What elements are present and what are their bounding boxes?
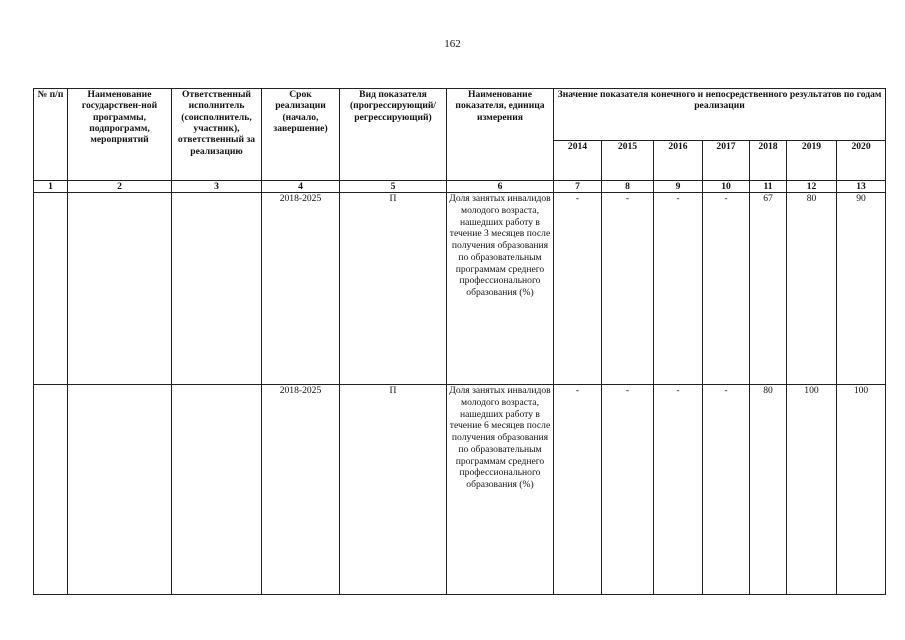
cell-indicator-type: П xyxy=(340,385,447,595)
cell-value: - xyxy=(703,385,750,595)
column-number: 12 xyxy=(787,181,837,193)
table-row xyxy=(34,193,886,385)
cell-value: - xyxy=(602,385,654,595)
column-number: 10 xyxy=(703,181,750,193)
cell-value: 90 xyxy=(837,193,886,385)
cell-indicator-type: П xyxy=(340,193,447,385)
cell-value: - xyxy=(703,193,750,385)
column-number: 3 xyxy=(172,181,262,193)
cell-number xyxy=(34,385,68,595)
column-number: 5 xyxy=(340,181,447,193)
cell-indicator-name: Доля занятых инвалидов молодого возраста, нашедших работу в течение 6 месяцев после получения образования по образовательным программам среднего профессионального образования (%) xyxy=(447,385,554,595)
column-number: 6 xyxy=(447,181,554,193)
column-number: 2 xyxy=(68,181,172,193)
header-period: Срок реализации (начало, завершение) xyxy=(262,89,340,181)
column-number: 1 xyxy=(34,181,68,193)
cell-indicator-name: Доля занятых инвалидов молодого возраста, нашедших работу в течение 3 месяцев после получения образования по образовательным программам среднего профессионального образования (%) xyxy=(447,193,554,385)
header-row xyxy=(34,89,886,141)
cell-value: 80 xyxy=(750,385,787,595)
header-indicator-type: Вид показателя (прогрессирующий/ регрессирующий) xyxy=(340,89,447,181)
cell-period: 2018-2025 xyxy=(262,385,340,595)
header-year: 2015 xyxy=(602,141,654,181)
cell-value: - xyxy=(554,193,602,385)
column-number: 8 xyxy=(602,181,654,193)
column-number: 13 xyxy=(837,181,886,193)
cell-period: 2018-2025 xyxy=(262,193,340,385)
cell-program xyxy=(68,385,172,595)
header-year: 2014 xyxy=(554,141,602,181)
cell-value: - xyxy=(602,193,654,385)
cell-value: - xyxy=(654,193,703,385)
cell-program xyxy=(68,193,172,385)
header-number: № п/п xyxy=(34,89,68,181)
cell-executor xyxy=(172,193,262,385)
header-year: 2018 xyxy=(750,141,787,181)
header-years-title: Значение показателя конечного и непосредственного результатов по годам реализации xyxy=(554,89,886,141)
page-number: 162 xyxy=(444,38,461,50)
cell-executor xyxy=(172,385,262,595)
cell-value: - xyxy=(654,385,703,595)
header-year: 2016 xyxy=(654,141,703,181)
cell-value: 67 xyxy=(750,193,787,385)
header-program: Наименование государствен-ной программы, подпрограмм, мероприятий xyxy=(68,89,172,181)
table-row xyxy=(34,385,886,595)
header-executor: Ответственный исполнитель (соисполнитель, участник), ответственный за реализацию xyxy=(172,89,262,181)
cell-number xyxy=(34,193,68,385)
indicators-table xyxy=(33,88,886,595)
column-number: 11 xyxy=(750,181,787,193)
header-year: 2017 xyxy=(703,141,750,181)
cell-value: 100 xyxy=(787,385,837,595)
column-number-row xyxy=(34,181,886,193)
header-year: 2020 xyxy=(837,141,886,181)
column-number: 4 xyxy=(262,181,340,193)
cell-value: - xyxy=(554,385,602,595)
column-number: 9 xyxy=(654,181,703,193)
header-indicator-name: Наименование показателя, единица измерения xyxy=(447,89,554,181)
cell-value: 80 xyxy=(787,193,837,385)
column-number: 7 xyxy=(554,181,602,193)
header-year: 2019 xyxy=(787,141,837,181)
cell-value: 100 xyxy=(837,385,886,595)
